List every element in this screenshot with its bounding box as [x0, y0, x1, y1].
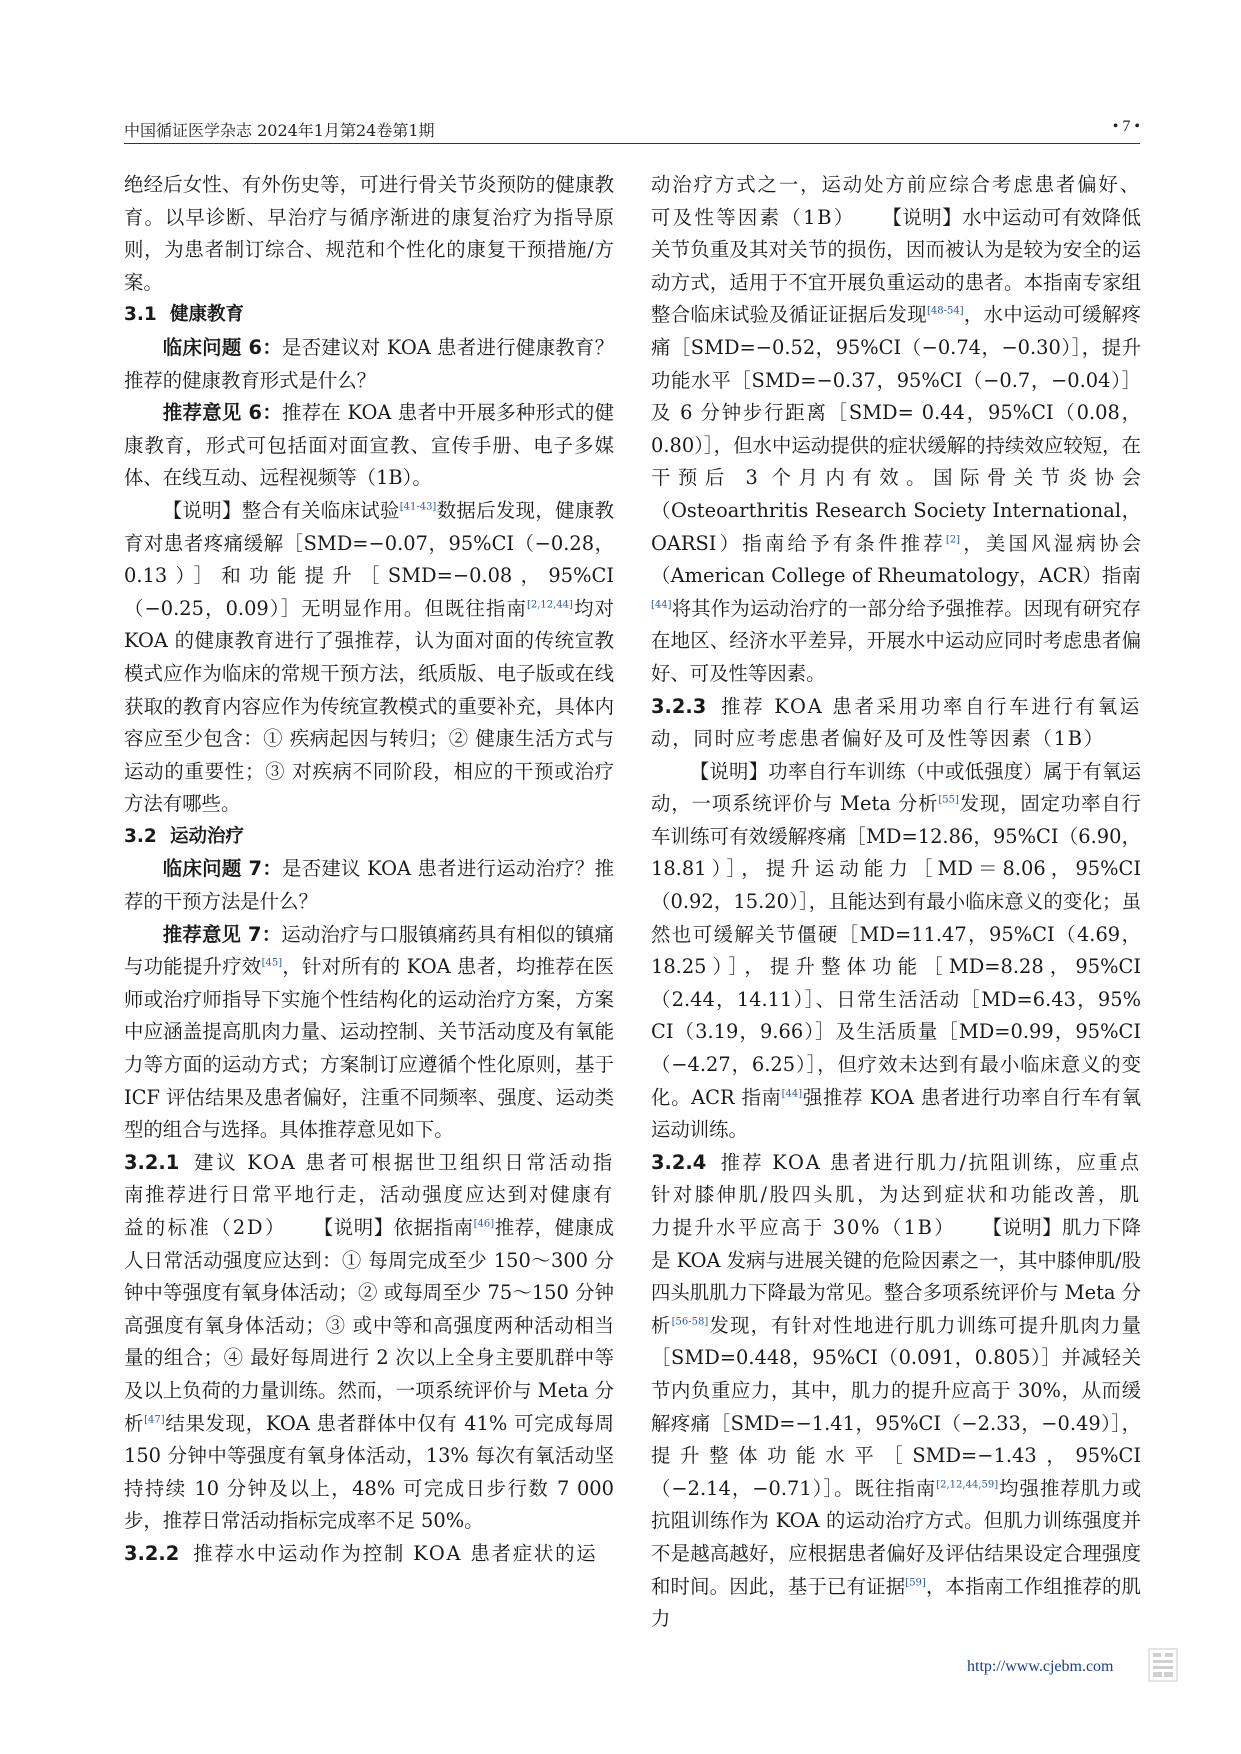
paragraph: 绝经后女性、有外伤史等，可进行骨关节炎预防的健康教育。以早诊断、早治疗与循序渐进的康复治疗为指导原则，为患者制订综合、规范和个性化的康复干预措施/方案。 [124, 173, 614, 294]
explanation-6: 【说明】整合有关临床试验[41-43]数据后发现，健康教育对患者疼痛缓解［SMD=−0.07，95%CI（−0.28，0.13）］和功能提升［SMD=−0.08，95%CI（−0.25，0.09）］无明显作用。但既往指南[2,12,44]均对 KOA 的健康教育进行了强推荐，认为面对面的传统宣教模式应作为临床的常规干预方法，纸质版、电子版或在线获取的教育内容应作为传统宣教模式的重要补充，具体内容应至少包含：① 疾病起因与转归；② 健康生活方式与运动的重要性；③ 对疾病不同阶段，相应的干预或治疗方法有哪些。 [124, 498, 615, 816]
clinical-question-7: 临床问题 7：是否建议 KOA 患者进行运动治疗？推荐的干预方法是什么？ [124, 857, 614, 914]
journal-url-link[interactable]: http://www.cjebm.com [967, 1658, 1114, 1675]
citation[interactable]: [47] [144, 1414, 165, 1426]
section-heading-3-1: 3.1 健康教育 [124, 304, 245, 326]
citation[interactable]: [2] [945, 534, 961, 546]
subsection-3-2-2-cont: 动治疗方式之一，运动处方前应综合考虑患者偏好、可及性等因素（1B） 【说明】水中运动可有效降低关节负重及其对关节的损伤，因而被认为是较为安全的运动方式，适用于不宜开展负重运动的患者。本指南专家组整合临床试验及循证证据后发现[48-54]，水中运动可缓解疼痛［SMD=−0.52，95%CI（−0.74，−0.30）］，提升功能水平［SMD=−0.37，95%CI（−0.7，−0.04）］及 6 分钟步行距离［SMD= 0.44，95%CI（0.08，0.80）］，但水中运动提供的症状缓解的持续效应较短，在干预后 3 个月内有效。国际骨关节炎协会（Osteoarthritis Research Society International，OARSI）指南给予有条件推荐[2]，美国风湿病协会（American College of Rheumatology，ACR）指南[44]将其作为运动治疗的一部分给予强推荐。因现有研究存在地区、经济水平差异，开展水中运动应同时考虑患者偏好、可及性等因素。 [651, 173, 1142, 685]
citation[interactable]: [45] [261, 957, 283, 969]
citation[interactable]: [2,12,44,59] [936, 1479, 999, 1491]
citation[interactable]: [46] [473, 1218, 495, 1230]
subsection-3-2-3: 3.2.3 推荐 KOA 患者采用功率自行车进行有氧运动，同时应考虑患者偏好及可及性等因素（1B） [651, 694, 1141, 751]
citation[interactable]: [41-43] [399, 501, 437, 513]
section-heading-3-2: 3.2 运动治疗 [124, 825, 245, 847]
explanation-3-2-3: 【说明】功率自行车训练（中或低强度）属于有氧运动，一项系统评价与 Meta 分析[55]发现，固定功率自行车训练可有效缓解疼痛［MD=12.86，95%CI（6.90，18.81）］，提升运动能力［MD＝8.06，95%CI（0.92，15.20）］，且能达到有最小临床意义的变化；虽然也可缓解关节僵硬［MD=11.47，95%CI（4.69，18.25）］，提升整体功能［MD=8.28，95%CI（2.44，14.11）］、日常生活活动［MD=6.43，95% CI（3.19，9.66）］及生活质量［MD=0.99，95%CI（−4.27，6.25）］，但疗效未达到有最小临床意义的变化。ACR 指南[44]强推荐 KOA 患者进行功率自行车有氧运动训练。 [651, 759, 1142, 1142]
journal-logo-icon [1148, 1648, 1178, 1682]
citation[interactable]: [44] [651, 599, 672, 611]
recommendation-7: 推荐意见 7：运动治疗与口服镇痛药具有相似的镇痛与功能提升疗效[45]，针对所有的 KOA 患者，均推荐在医师或治疗师指导下实施个性结构化的运动治疗方案，方案中应涵盖提高肌肉力量、运动控制、关节活动度及有氧能力等方面的运动方式；方案制订应遵循个性化原则，基于 ICF 评估结果及患者偏好，注重不同频率、强度、运动类型的组合与选择。具体推荐意见如下。 [124, 922, 615, 1142]
page-number: • 7 • [1112, 118, 1140, 135]
citation[interactable]: [2,12,44] [526, 599, 573, 611]
citation[interactable]: [59] [905, 1577, 926, 1589]
running-header [124, 116, 1140, 142]
subsection-3-2-2-start: 3.2.2 推荐水中运动作为控制 KOA 患者症状的运 [124, 1541, 598, 1565]
right-column [651, 169, 1141, 1636]
citation[interactable]: [44] [781, 1088, 803, 1100]
recommendation-6: 推荐意见 6：推荐在 KOA 患者中开展多种形式的健康教育，形式可包括面对面宣教、宣传手册、电子多媒体、在线互动、远程视频等（1B）。 [124, 401, 614, 490]
clinical-question-6: 临床问题 6：是否建议对 KOA 患者进行健康教育？推荐的健康教育形式是什么？ [124, 335, 614, 392]
header-rule [124, 143, 1140, 144]
left-column [124, 169, 614, 1571]
subsection-3-2-1: 3.2.1 建议 KOA 患者可根据世卫组织日常活动指南推荐进行日常平地行走，活动强度应达到对健康有益的标准（2D） 【说明】依据指南[46]推荐，健康成人日常活动强度应达到：① 每周完成至少 150～300 分钟中等强度有氧身体活动；② 或每周至少 75～150 分钟高强度有氧身体活动；③ 或中等和高强度两种活动相当量的组合；④ 最好每周进行 2 次以上全身主要肌群中等及以上负荷的力量训练。然而，一项系统评价与 Meta 分析[47]结果发现，KOA 患者群体中仅有 41% 可完成每周 150 分钟中等强度有氧身体活动，13% 每次有氧活动坚持持续 10 分钟及以上，48% 可完成日步行数 7 000 步，推荐日常活动指标完成率不足 50%。 [124, 1150, 615, 1533]
citation[interactable]: [48-54] [926, 305, 964, 317]
journal-title: 中国循证医学杂志 2024年1月第24卷第1期 [124, 121, 435, 140]
citation[interactable]: [56-58] [671, 1316, 709, 1328]
citation[interactable]: [55] [938, 794, 959, 806]
subsection-3-2-4: 3.2.4 推荐 KOA 患者进行肌力/抗阻训练，应重点针对膝伸肌/股四头肌，为达到症状和功能改善，肌力提升水平应高于 30%（1B） 【说明】肌力下降是 KOA 发病与进展关键的危险因素之一，其中膝伸肌/股四头肌肌力下降最为常见。整合多项系统评价与 Meta 分析[56-58]发现，有针对性地进行肌力训练可提升肌肉力量［SMD=0.448，95%CI（0.091，0.805）］并减轻关节内负重应力，其中，肌力的提升应高于 30%，从而缓解疼痛［SMD=−1.41，95%CI（−2.33，−0.49）］，提升整体功能水平［SMD=−1.43，95%CI（−2.14，−0.71）］。既往指南[2,12,44,59]均强推荐肌力或抗阻训练作为 KOA 的运动治疗方式。但肌力训练强度并不是越高越好，应根据患者偏好及评估结果设定合理强度和时间。因此，基于已有证据[59]，本指南工作组推荐的肌力 [651, 1150, 1142, 1631]
